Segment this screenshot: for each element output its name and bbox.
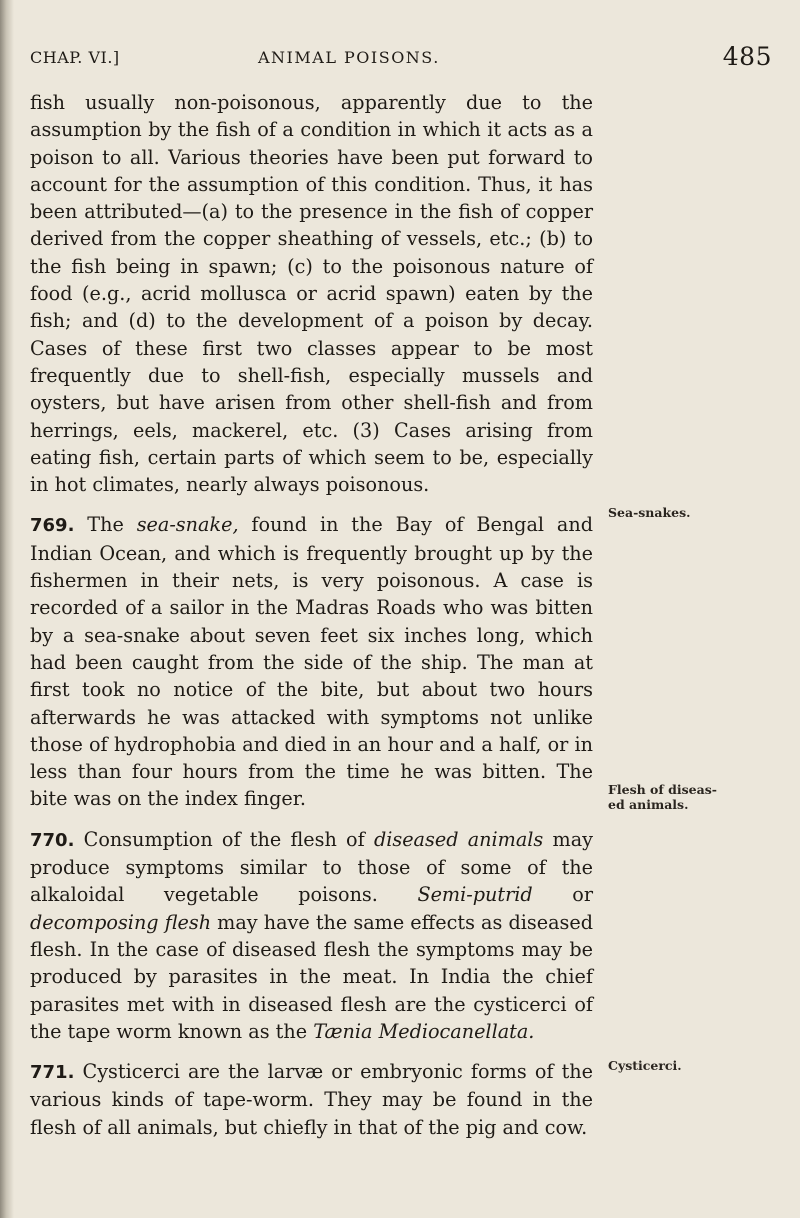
section-number: 771. — [30, 1062, 75, 1084]
margin-note-line: ed animals. — [608, 797, 689, 812]
section-text: The — [87, 513, 137, 537]
section-text: Consumption of the flesh of — [83, 827, 374, 851]
page-number: 485 — [722, 42, 772, 71]
section-text: may produce symptoms similar to those of some of the alkaloidal vegetable poisons. — [30, 827, 593, 907]
margin-note-sea-snakes: Sea-snakes. — [608, 505, 691, 520]
section-769 — [30, 511, 593, 812]
section-771 — [30, 1058, 593, 1141]
body-text — [30, 89, 593, 1141]
section-italic: Tænia Mediocanellata. — [313, 1019, 535, 1043]
section-text: Cysticerci are the larvæ or embryonic forms of the various kinds of tape-worm. They may be found in the flesh of all animals, but chiefly in that of the pig and cow. — [30, 1060, 593, 1139]
section-italic: diseased animals — [373, 827, 544, 851]
running-head-title: ANIMAL POISONS. — [258, 48, 440, 67]
margin-note-diseased-flesh — [608, 782, 798, 812]
margin-note-line: Flesh of diseas- — [608, 782, 717, 797]
section-770 — [30, 826, 593, 1045]
continued-paragraph: fish usually non-poisonous, apparently due to the assumption by the fish of a condition in which it acts as a poison to all. Various theories have been put forward to account for the assumption of this condition. Thus, it has been attributed—(a) to the presence in the fish of copper derived from the copper sheathing of vessels, etc.; (b) to the fish being in spawn; (c) to the poisonous nature of food (e.g., acrid mollusca or acrid spawn) eaten by the fish; and (d) to the development of a poison by decay. Cases of these first two classes appear to be most frequently due to shell-fish, especially mussels and oysters, but have arisen from other shell-fish and from herrings, eels, mackerel, etc. (3) Cases arising from eating fish, certain parts of which seem to be, especially in hot climates, nearly always poisonous. — [30, 91, 593, 497]
book-spine-shadow — [0, 0, 14, 1218]
section-text: found in the Bay of Bengal and Indian Ocean, and which is frequently brought up by the fishermen in their nets, is very poisonous. A case is recorded of a sailor in the Madras Roads who was bitten by a sea-snake about seven feet six inches long, which had been caught from the side of the ship. The man at first took no notice of the bite, but about two hours afterwards he was attacked with symptoms not unlike those of hydrophobia and died in an hour and a half, or in less than four hours from the time he was bitten. The bite was on the index finger. — [30, 513, 593, 811]
page-header — [30, 42, 772, 76]
section-text: or — [532, 883, 593, 907]
running-head-chapter: CHAP. VI.] — [30, 48, 120, 67]
section-text: may have the same effects as diseased flesh. In the case of diseased flesh the symptoms may be produced by parasites in the meat. In India the chief parasites met with in diseased flesh are the cysticerci of the tape worm known as the — [30, 910, 593, 1043]
section-number: 770. — [30, 829, 75, 851]
margin-note-cysticerci: Cysticerci. — [608, 1058, 682, 1073]
section-italic: decomposing flesh — [30, 910, 212, 934]
section-number: 769. — [30, 515, 75, 537]
section-italic: sea-snake, — [136, 513, 239, 537]
section-italic: Semi-putrid — [417, 883, 533, 907]
